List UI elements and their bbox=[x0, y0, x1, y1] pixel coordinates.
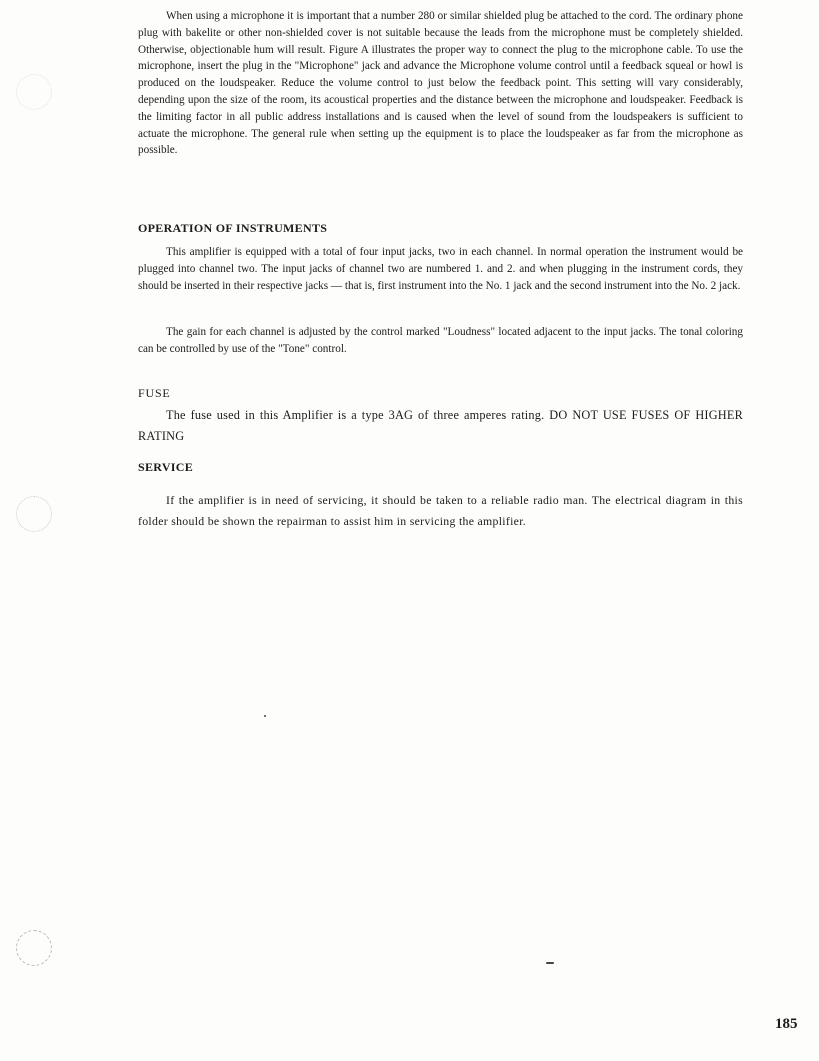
input-jacks-paragraph: This amplifier is equipped with a total of four input jacks, two in each channel. In normal operation the instrument would be plugged into channel two. The input jacks of channel two are numbered 1. and 2. and when plugging in the instrument cords, they should be inserted in their respective jacks — that is, first instrument into the No. 1 jack and the second instrument into the No. 2 jack. bbox=[138, 246, 743, 292]
punch-hole-mark bbox=[16, 496, 52, 532]
gain-control-paragraph: The gain for each channel is adjusted by the control marked "Loudness" located adjacent to the input jacks. The tonal coloring can be controlled by use of the "Tone" control. bbox=[138, 326, 743, 355]
service-paragraph: If the amplifier is in need of servicing, it should be taken to a reliable radio man. The electrical diagram in this folder should be shown the repairman to assist him in servicing the amplifier. bbox=[138, 493, 743, 528]
operation-heading: OPERATION OF INSTRUMENTS bbox=[138, 221, 328, 235]
punch-hole-mark bbox=[16, 74, 52, 110]
fuse-paragraph: The fuse used in this Amplifier is a type 3AG of three amperes rating. DO NOT USE FUSES OF HIGHER RATING bbox=[138, 408, 743, 443]
microphone-paragraph: When using a microphone it is important that a number 280 or similar shielded plug be attached to the cord. The ordinary phone plug with bakelite or other non-shielded cover is not suitable because the leads from the microphone must be completely shielded. Otherwise, objectionable hum will result. Figure A illustrates the proper way to connect the plug to the microphone cable. To use the microphone, insert the plug in the "Microphone" jack and advance the Microphone volume control until a feedback squeal or howl is produced on the loudspeaker. Reduce the volume control to just below the feedback point. This setting will vary considerably, depending upon the size of the room, its acoustical properties and the distance between the microphone and loudspeaker. Feedback is the limiting factor in all public address installations and is caused when the level of sound from the loudspeakers is sufficient to actuate the microphone. The general rule when setting up the equipment is to place the loudspeaker as far from the microphone as possible. bbox=[138, 10, 743, 157]
scan-speck bbox=[546, 962, 554, 964]
service-heading: SERVICE bbox=[138, 460, 194, 474]
punch-hole-mark bbox=[16, 930, 52, 966]
fuse-heading: FUSE bbox=[138, 386, 171, 400]
scan-speck bbox=[264, 715, 266, 717]
page-number: 185 bbox=[775, 1016, 798, 1032]
